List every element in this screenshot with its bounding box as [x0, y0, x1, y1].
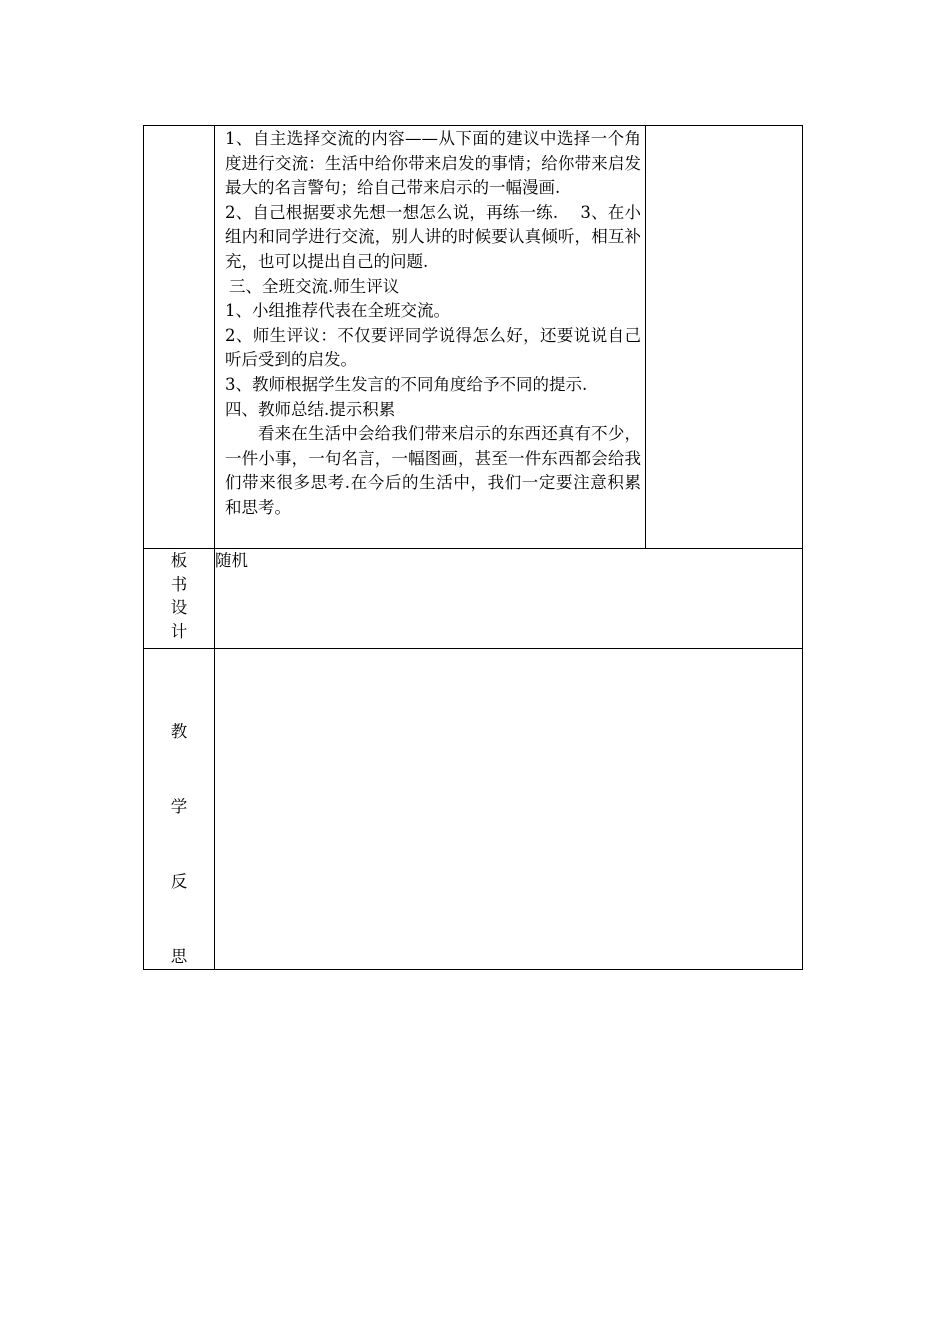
teaching-reflection-row — [144, 649, 803, 970]
board-label-char-4: 计 — [170, 621, 188, 641]
board-label-char-1: 板 — [170, 551, 188, 570]
process-content-cell — [215, 126, 646, 549]
process-line-3-2: 2、师生评议：不仅要评同学说得怎么好，还要说说自己听后受到的启发。 — [225, 325, 641, 370]
reflection-label — [144, 649, 215, 970]
process-note-cell — [646, 126, 803, 549]
process-line-3-1: 1、小组推荐代表在全班交流。 — [225, 301, 450, 321]
teaching-process-row — [144, 126, 803, 549]
lesson-plan-table — [143, 125, 803, 970]
reflect-label-char-4: 思 — [170, 947, 188, 966]
process-line-2: 2、自己根据要求先想一想怎么说，再练一练. 3、在小组内和同学进行交流，别人讲的时候要认真倾听，相互补充，也可以提出自己的问题. — [225, 202, 641, 271]
reflect-label-char-3: 反 — [170, 872, 188, 891]
board-design-label — [144, 549, 215, 649]
board-label-char-3: 设 — [170, 598, 188, 617]
board-design-content: 随机 — [215, 549, 803, 649]
reflect-label-char-1: 教 — [170, 722, 188, 741]
reflect-label-char-2: 学 — [170, 797, 188, 816]
process-line-1: 1、自主选择交流的内容——从下面的建议中选择一个角度进行交流：生活中给你带来启发的事情；给你带来启发最大的名言警句；给自己带来启示的一幅漫画. — [225, 129, 641, 198]
process-summary: 看来在生活中会给我们带来启示的东西还真有不少，一件小事，一句名言，一幅图画，甚至一件东西都会给我们带来很多思考.在今后的生活中，我们一定要注意积累和思考。 — [225, 424, 641, 517]
process-line-3-3: 3、教师根据学生发言的不同角度给予不同的提示. — [225, 374, 588, 394]
process-heading-4: 四、教师总结.提示积累 — [225, 399, 396, 419]
board-design-row — [144, 549, 803, 649]
reflection-content — [215, 649, 803, 970]
process-heading-3: 三、全班交流.师生评议 — [229, 276, 400, 296]
process-label-cell — [144, 126, 215, 549]
board-label-char-2: 书 — [170, 574, 188, 594]
